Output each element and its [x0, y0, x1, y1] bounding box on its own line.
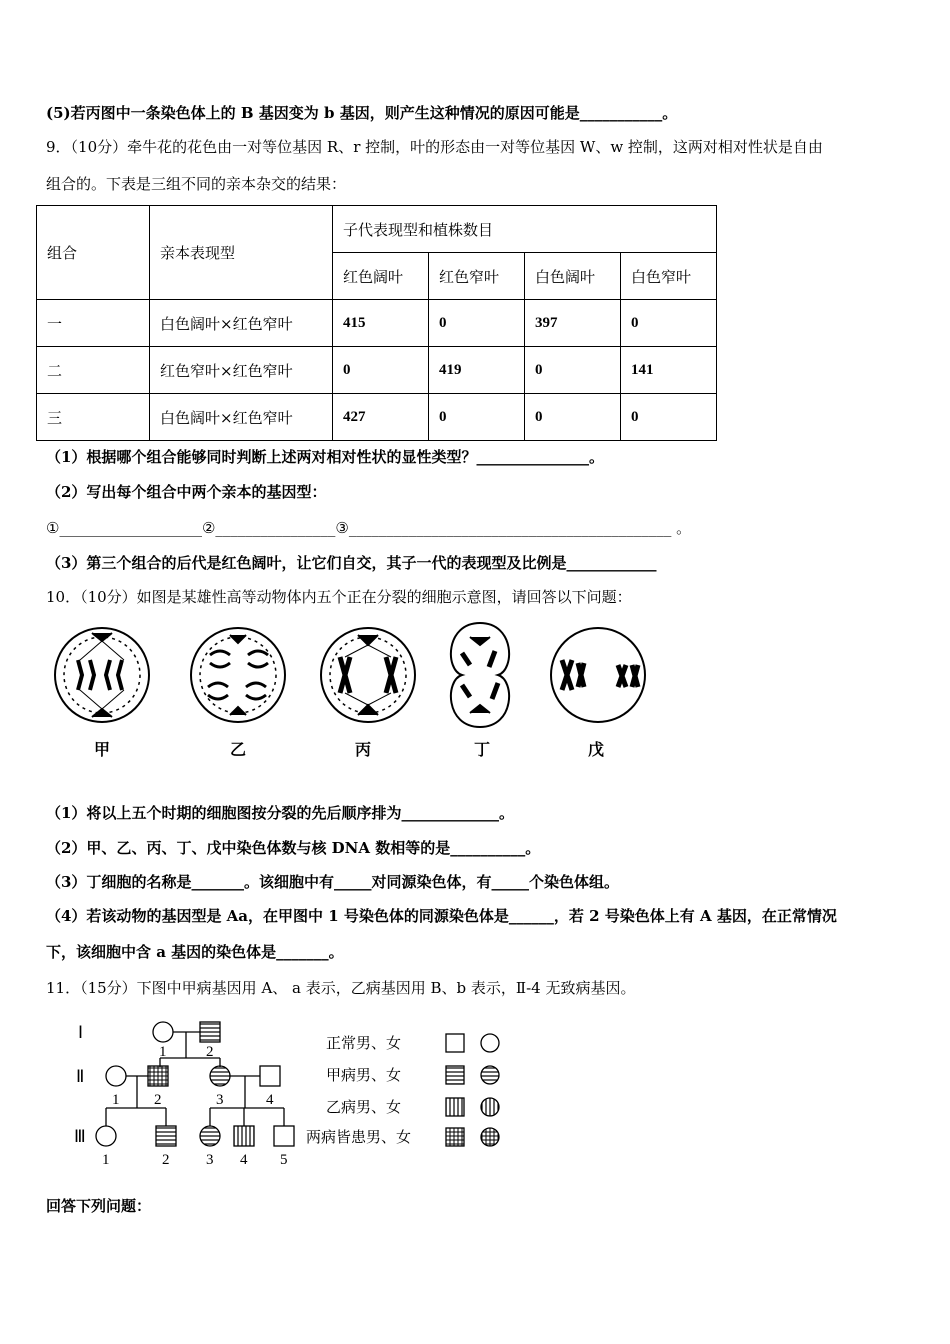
cell-parent: 白色阔叶×红色窄叶 [150, 300, 333, 347]
generation-labels [74, 1023, 86, 1146]
num: 3 [206, 1152, 214, 1168]
cell-group: 一 [37, 300, 150, 347]
cell-value: 415 [333, 300, 429, 347]
individual-III-1 [96, 1126, 116, 1146]
legend-label: 甲病男、女 [326, 1068, 402, 1084]
individual-II-2 [148, 1066, 168, 1086]
table-row [37, 300, 717, 347]
cell-label-ding: 丁 [473, 742, 491, 759]
legend-label: 正常男、女 [326, 1036, 402, 1052]
individual-III-4 [234, 1126, 254, 1146]
q10-sub1: （1）将以上五个时期的细胞图按分裂的先后顺序排为_____________。 [46, 804, 514, 822]
individual-II-4 [260, 1066, 280, 1086]
q11-answer-prompt: 回答下列问题： [46, 1197, 152, 1215]
q11-intro: 11．（15分）下图中甲病基因用 A、 a 表示，乙病基因用 B、b 表示，Ⅱ-4 无致病基因。 [46, 979, 636, 997]
pedigree-chart [60, 1010, 520, 1170]
individual-III-5 [274, 1126, 294, 1146]
legend-symbol [481, 1098, 499, 1116]
header-group: 组合 [37, 206, 150, 300]
legend-label: 两病皆患男、女 [306, 1130, 412, 1146]
individual-numbers [102, 1044, 288, 1168]
gen-label: Ⅰ [78, 1023, 84, 1042]
individual-I-2 [200, 1022, 220, 1042]
legend-symbol [446, 1098, 464, 1116]
cell-bing [321, 628, 415, 722]
pedigree-symbols [96, 1022, 294, 1146]
cell-value: 0 [525, 347, 621, 394]
q9-sub2-blanks: ①___________________②________________③___________________________________________ 。 [46, 519, 692, 537]
cell-jia [55, 628, 149, 722]
cell-label-yi: 乙 [229, 742, 247, 759]
num: 4 [266, 1092, 274, 1108]
num: 2 [162, 1152, 170, 1168]
pedigree-lines [106, 1032, 284, 1126]
cell-value: 0 [333, 347, 429, 394]
legend-symbol [446, 1034, 464, 1052]
legend-symbol [446, 1128, 464, 1146]
cell-division-figure [50, 615, 700, 765]
cell-value: 0 [621, 394, 717, 441]
cell-label-jia: 甲 [93, 742, 111, 759]
subheader: 红色阔叶 [333, 253, 429, 300]
num: 4 [240, 1152, 248, 1168]
header-parent: 亲本表现型 [150, 206, 333, 300]
q8-part5: (5)若丙图中一条染色体上的 B 基因变为 b 基因，则产生这种情况的原因可能是___________。 [46, 104, 678, 122]
cell-value: 0 [525, 394, 621, 441]
q10-intro: 10．（10分）如图是某雄性高等动物体内五个正在分裂的细胞示意图，请回答以下问题： [46, 588, 632, 606]
cell-label-bing: 丙 [354, 742, 372, 759]
cell-value: 397 [525, 300, 621, 347]
cell-label-wu: 戊 [587, 742, 605, 759]
num: 1 [112, 1092, 120, 1108]
cell-group: 二 [37, 347, 150, 394]
cell-value: 0 [429, 394, 525, 441]
subheader: 白色窄叶 [621, 253, 717, 300]
cell-value: 427 [333, 394, 429, 441]
individual-II-3 [210, 1066, 230, 1086]
table-row [37, 347, 717, 394]
cell-parent: 白色阔叶×红色窄叶 [150, 394, 333, 441]
q9-sub1: （1）根据哪个组合能够同时判断上述两对相对性状的显性类型？_______________。 [46, 448, 604, 466]
subheader: 白色阔叶 [525, 253, 621, 300]
cross-results-table [36, 205, 717, 441]
q10-sub3: （3）丁细胞的名称是_______。该细胞中有_____对同源染色体，有_____个染色体组。 [46, 873, 619, 891]
individual-III-3 [200, 1126, 220, 1146]
num: 5 [280, 1152, 288, 1168]
legend-label: 乙病男、女 [326, 1100, 402, 1116]
q10-sub4-line2: 下，该细胞中含 a 基因的染色体是_______。 [46, 943, 344, 961]
q10-sub4-line1: （4）若该动物的基因型是 Aa，在甲图中 1 号染色体的同源染色体是______，若 2 号染色体上有 A 基因，在正常情况 [46, 907, 837, 925]
cell-wu [551, 628, 645, 722]
legend-symbol [446, 1066, 464, 1084]
individual-I-1 [153, 1022, 173, 1042]
individual-III-2 [156, 1126, 176, 1146]
q10-sub2: （2）甲、乙、丙、丁、戊中染色体数与核 DNA 数相等的是__________。 [46, 839, 541, 857]
cell-value: 0 [621, 300, 717, 347]
gen-label: Ⅲ [74, 1127, 86, 1146]
subheader: 红色窄叶 [429, 253, 525, 300]
individual-II-1 [106, 1066, 126, 1086]
q9-sub3: （3）第三个组合的后代是红色阔叶，让它们自交，其子一代的表现型及比例是____________ [46, 554, 657, 572]
cell-value: 419 [429, 347, 525, 394]
q9-sub2: （2）写出每个组合中两个亲本的基因型： [46, 483, 327, 501]
cell-parent: 红色窄叶×红色窄叶 [150, 347, 333, 394]
legend-symbol [481, 1034, 499, 1052]
q9-intro-line2: 组合的。下表是三组不同的亲本杂交的结果： [46, 175, 347, 193]
table-row [37, 394, 717, 441]
pedigree-legend [306, 1034, 499, 1146]
num: 2 [206, 1044, 214, 1060]
num: 2 [154, 1092, 162, 1108]
cell-ding [451, 623, 509, 727]
header-offspring: 子代表现型和植株数目 [333, 206, 717, 253]
num: 3 [216, 1092, 224, 1108]
cell-value: 0 [429, 300, 525, 347]
gen-label: Ⅱ [76, 1067, 85, 1086]
legend-symbol [481, 1066, 499, 1084]
cell-yi [191, 628, 285, 722]
legend-symbol [481, 1128, 499, 1146]
cell-group: 三 [37, 394, 150, 441]
num: 1 [159, 1044, 167, 1060]
num: 1 [102, 1152, 110, 1168]
q9-intro-line1: 9．（10分）牵牛花的花色由一对等位基因 R、r 控制，叶的形态由一对等位基因 W、w 控制，这两对相对性状是自由 [46, 138, 823, 156]
cell-value: 141 [621, 347, 717, 394]
